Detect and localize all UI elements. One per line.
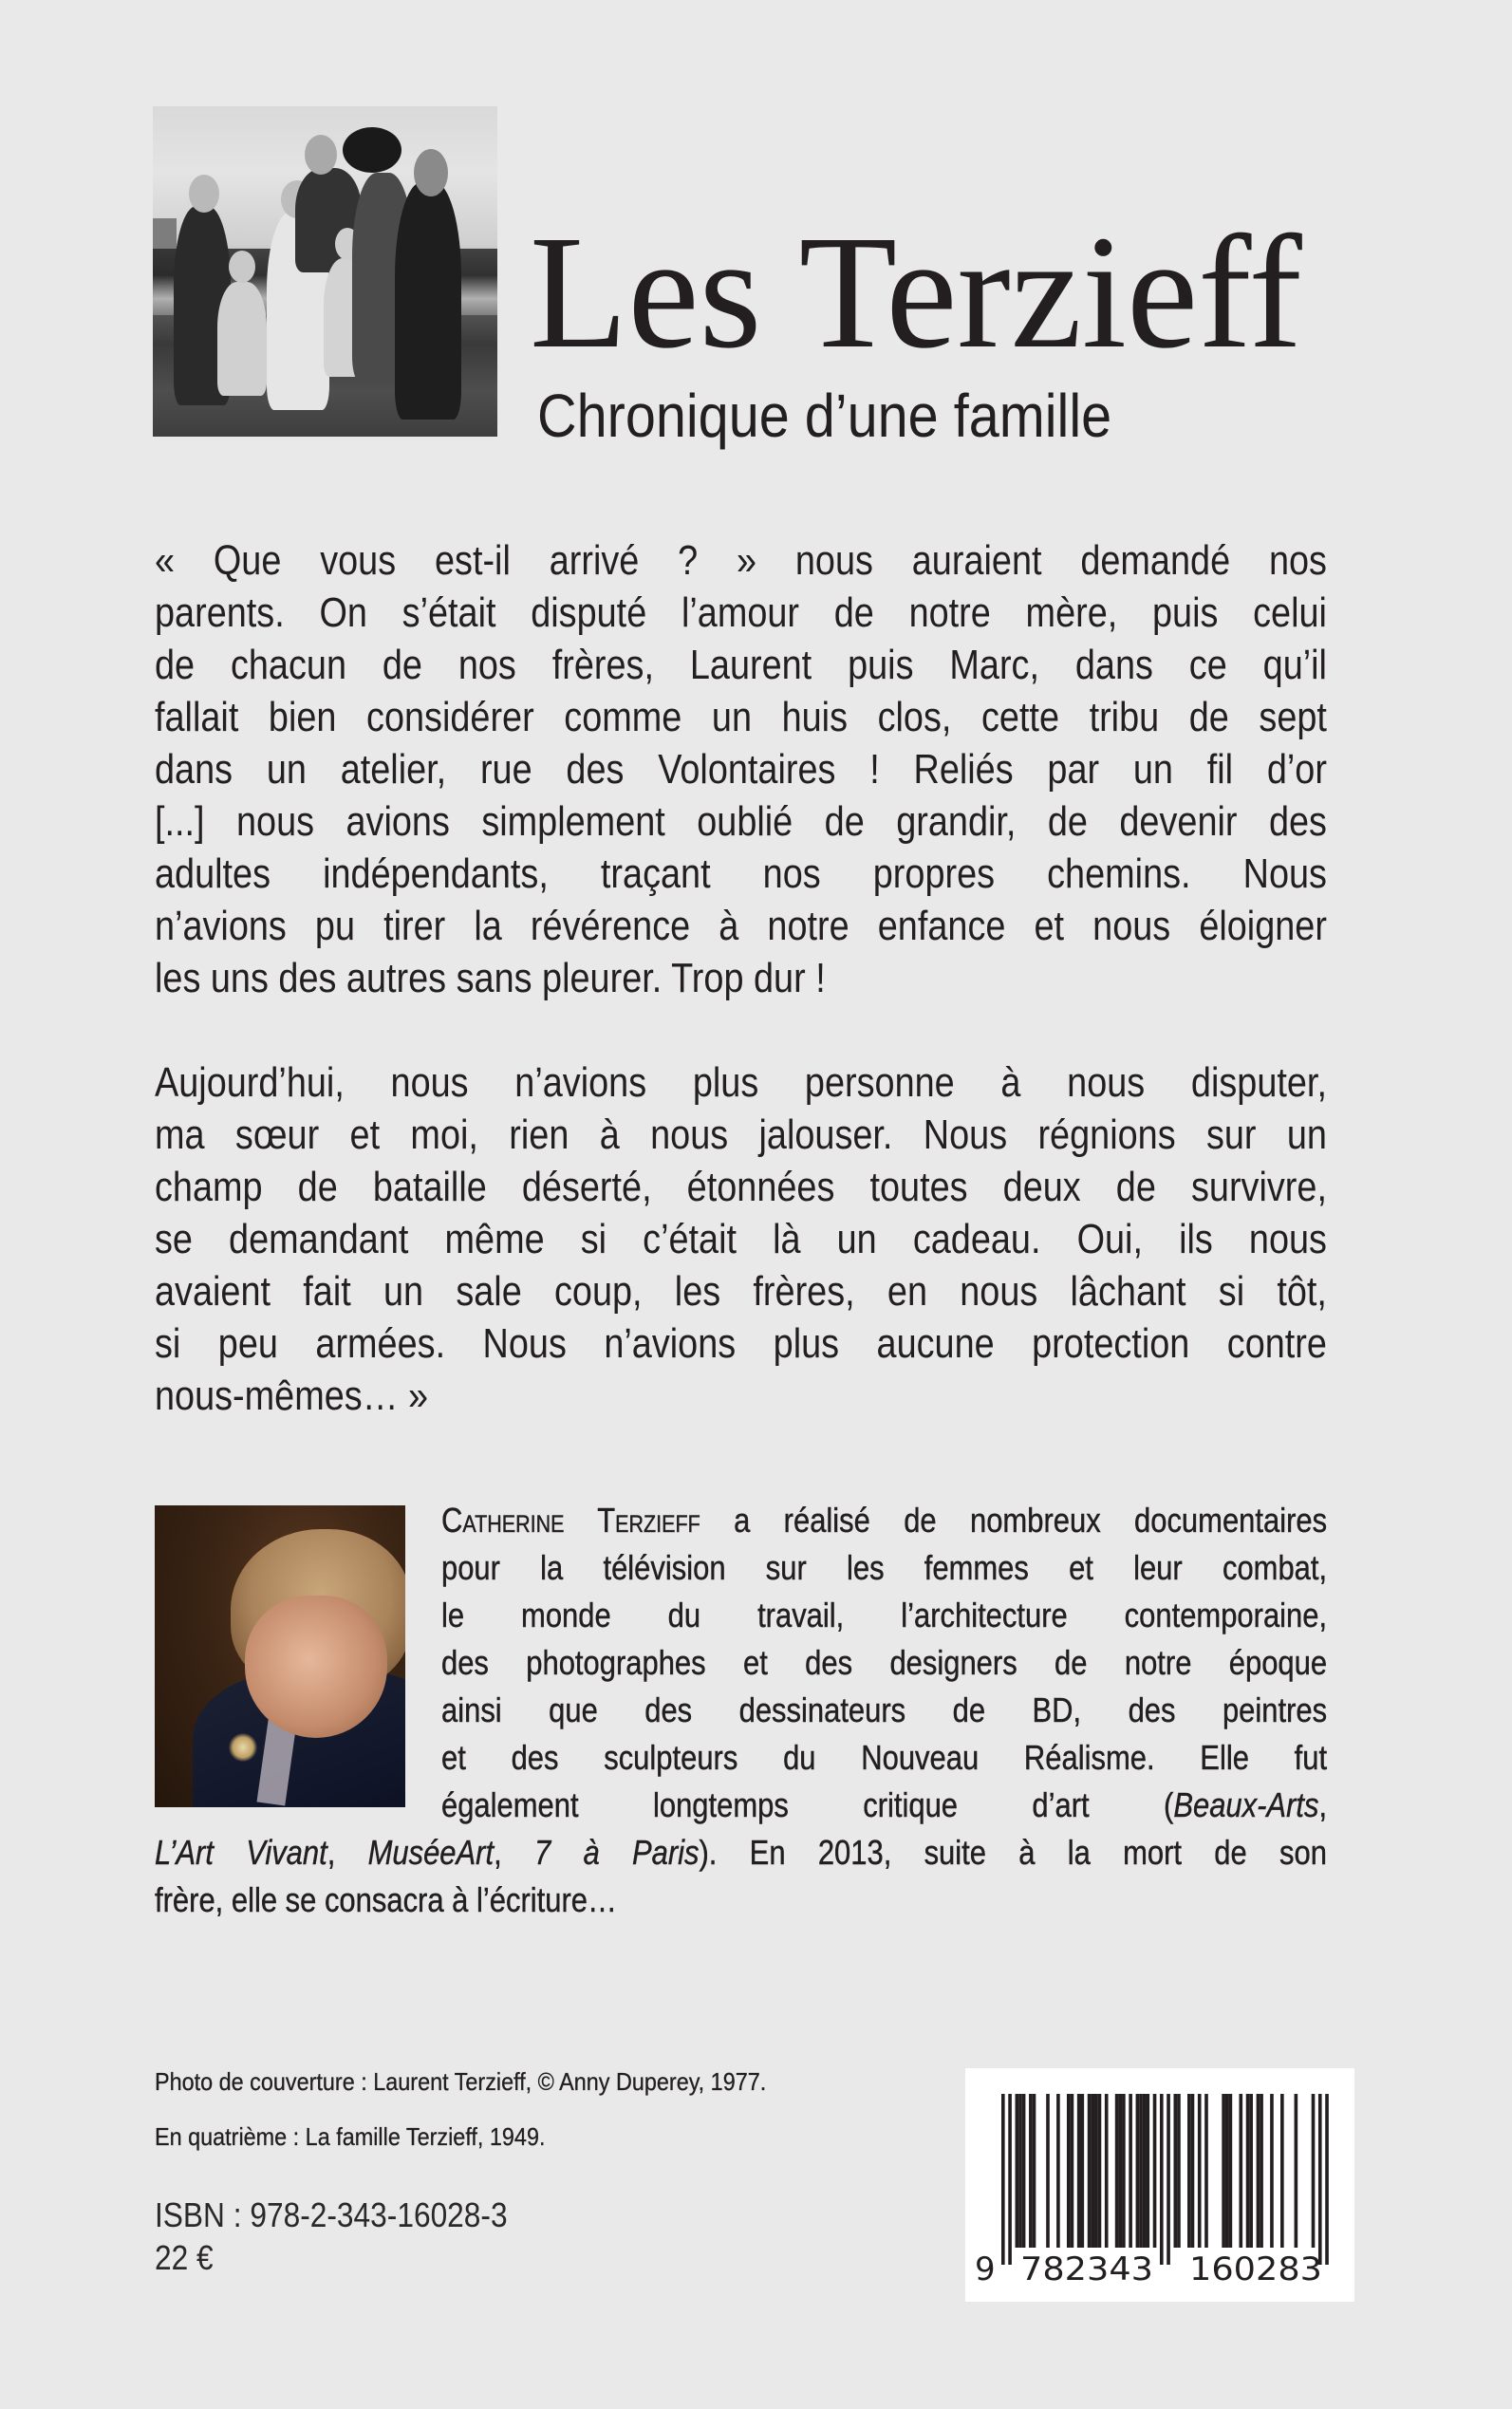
text-line: de chacun de nos frères, Laurent puis Marc, dans ce qu’il [155,642,1327,688]
bio-line: frère, elle se consacra à l’écriture… [155,1880,617,1919]
text-line: Aujourd’hui, nous n’avions plus personne à nous disputer, [155,1059,1327,1106]
publication-title: 7 à Paris [533,1833,700,1872]
text-line: les uns des autres sans pleurer. Trop dur ! [155,955,826,1001]
barcode-icon [965,2068,1354,2302]
bio-text: , [494,1833,534,1872]
bio-text: a réalisé de nombreux documentaires [700,1501,1328,1540]
figure-woman-right [395,182,461,420]
figure-head [229,251,255,283]
figure-head [414,149,448,196]
bio-line: des photographes et des designers de notre époque [441,1643,1328,1682]
author-photo [155,1505,405,1807]
text-line: [...] nous avions simplement oublié de grandir, de devenir des [155,798,1327,845]
barcode [965,2068,1354,2302]
figure-hat [343,127,401,173]
bio-line [441,1503,1327,1538]
figure-girl-1 [217,282,267,396]
text-line: avaient fait un sale coup, les frères, en nous lâchant si tôt, [155,1268,1327,1315]
family-photo [153,106,497,437]
text-line: dans un atelier, rue des Volontaires ! Reliés par un fil d’or [155,746,1327,793]
text-line: nous-mêmes… » [155,1373,429,1419]
cover-photo-credit: Photo de couverture : Laurent Terzieff, © Anny Duperey, 1977. [155,2067,767,2096]
text-line: champ de bataille déserté, étonnées toutes deux de survivre, [155,1164,1327,1210]
text-line: adultes indépendants, traçant nos propres chemins. Nous [155,850,1327,897]
publication-title: MuséeArt [367,1833,495,1872]
text-line: se demandant même si c’était là un cadeau. Oui, ils nous [155,1216,1327,1262]
book-subtitle: Chronique d’une famille [537,382,1112,450]
photo-brooch [229,1733,257,1762]
barcode-left-digits: 782343 [1020,2250,1153,2288]
bio-line: pour la télévision sur les femmes et leur combat, [441,1548,1328,1587]
bio-line [441,1785,1328,1824]
author-name: Catherine Terzieff [441,1501,700,1540]
book-title: Les Terzieff [530,202,1302,382]
bio-text: , [327,1833,368,1872]
barcode-first-digit: 9 [975,2250,996,2288]
photo-face [245,1596,387,1738]
barcode-right-digits: 160283 [1189,2250,1322,2288]
back-photo-credit: En quatrième : La famille Terzieff, 1949. [155,2122,546,2151]
bio-text: ). En 2013, suite à la mort de son [699,1833,1327,1872]
figure-head [189,175,219,213]
text-line: « Que vous est-il arrivé ? » nous auraient demandé nos [155,537,1327,584]
bio-line: et des sculpteurs du Nouveau Réalisme. Elle fut [441,1738,1328,1777]
text-line: fallait bien considérer comme un huis clos, cette tribu de sept [155,694,1327,740]
bio-text: également longtemps critique d’art ( [441,1785,1174,1824]
bio-text: , [1318,1785,1328,1824]
price: 22 € [155,2238,214,2277]
bio-line: le monde du travail, l’architecture contemporaine, [441,1596,1328,1634]
text-line: n’avions pu tirer la révérence à notre enfance et nous éloigner [155,903,1327,949]
publication-title: L’Art Vivant [155,1833,327,1872]
text-line: parents. On s’était disputé l’amour de notre mère, puis celui [155,589,1327,636]
text-line: ma sœur et moi, rien à nous jalouser. Nous régnions sur un [155,1111,1327,1158]
figure-head [305,135,337,175]
text-line: si peu armées. Nous n’avions plus aucune protection contre [155,1320,1327,1367]
publication-title: Beaux-Arts [1173,1785,1319,1824]
bio-line [155,1833,1327,1872]
isbn: ISBN : 978-2-343-16028-3 [155,2195,508,2234]
bio-line: ainsi que des dessinateurs de BD, des peintres [441,1690,1328,1729]
